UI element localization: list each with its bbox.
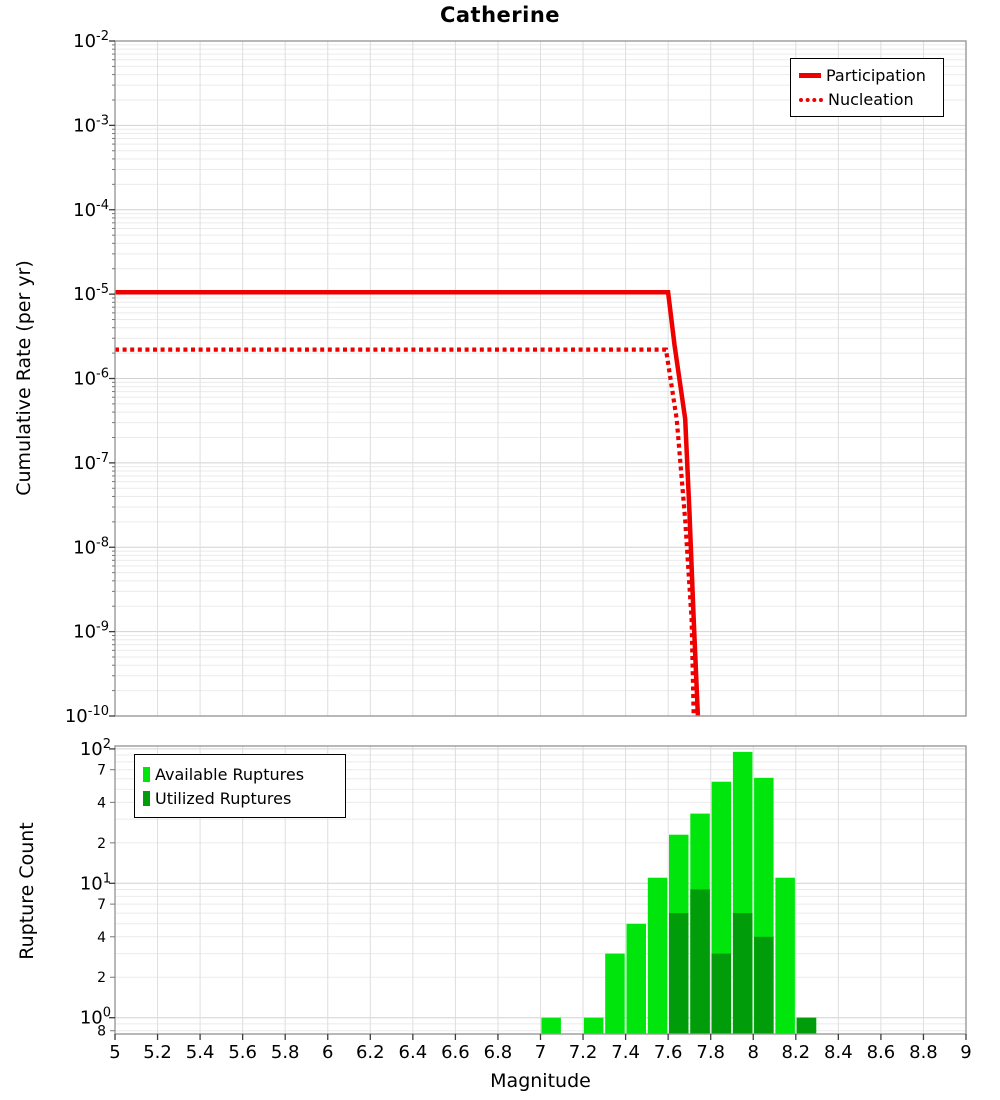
x-tick-label: 6.4: [398, 1042, 428, 1063]
available-bar: [584, 1018, 604, 1034]
y-minor-tick-label: 7: [97, 897, 106, 914]
utilized-bar: [754, 937, 774, 1034]
utilized-bar: [712, 954, 732, 1034]
utilized-bar: [690, 889, 710, 1034]
y-tick-label: $10^2$: [79, 736, 111, 760]
available-bar: [648, 878, 668, 1034]
utilized-bar: [669, 913, 689, 1034]
y-tick-label: $10^{-9}$: [73, 619, 109, 643]
nucleation-legend-label: Nucleation: [828, 90, 914, 109]
x-tick-label: 9: [960, 1042, 972, 1063]
y-tick-label: $10^{-5}$: [73, 282, 109, 306]
top-y-axis-title: Cumulative Rate (per yr): [13, 260, 35, 496]
y-tick-label: $10^{-6}$: [73, 366, 109, 390]
rate-legend: [790, 58, 944, 117]
legend-row-utilized: [143, 789, 337, 808]
y-tick-label: $10^{-8}$: [73, 535, 109, 559]
available-ruptures-swatch: [143, 767, 150, 782]
y-tick-label: $10^1$: [79, 871, 111, 895]
utilized-bar: [733, 913, 753, 1034]
rupture-legend: [134, 754, 346, 818]
x-tick-label: 8.6: [866, 1042, 896, 1063]
y-minor-tick-label: 4: [97, 795, 106, 812]
y-minor-tick-label: 4: [97, 929, 106, 946]
x-tick-label: 8: [747, 1042, 759, 1063]
x-tick-label: 6.2: [355, 1042, 385, 1063]
x-tick-label: 8.8: [909, 1042, 938, 1063]
x-tick-label: 5.8: [270, 1042, 300, 1063]
nucleation-line-swatch: [799, 98, 823, 102]
x-tick-label: 5.2: [143, 1042, 172, 1063]
utilized-ruptures-swatch: [143, 791, 150, 806]
y-tick-label: $10^0$: [79, 1005, 111, 1029]
participation-line-swatch: [799, 73, 821, 78]
available-bar: [605, 954, 625, 1034]
x-tick-label: 7.6: [653, 1042, 683, 1063]
participation-line: [115, 292, 698, 716]
legend-row-available: [143, 765, 337, 784]
y-tick-label: $10^{-10}$: [64, 704, 109, 727]
x-tick-label: 6.6: [441, 1042, 470, 1063]
y-minor-tick-label: 2: [97, 970, 106, 987]
x-tick-label: 5: [109, 1042, 121, 1063]
utilized-legend-label: Utilized Ruptures: [155, 788, 292, 808]
x-tick-label: 7.8: [696, 1042, 726, 1063]
y-tick-label: $10^{-4}$: [73, 197, 109, 221]
available-bar: [627, 924, 647, 1034]
x-tick-label: 8.2: [781, 1042, 811, 1063]
x-tick-label: 5.4: [185, 1042, 215, 1063]
nucleation-line: [115, 350, 694, 716]
available-bar: [541, 1018, 561, 1034]
y-minor-tick-label: 7: [97, 762, 106, 779]
participation-legend-label: Participation: [826, 66, 926, 85]
y-minor-tick-label: 8: [97, 1023, 106, 1040]
x-tick-label: 8.4: [824, 1042, 853, 1063]
available-legend-label: Available Ruptures: [155, 764, 305, 784]
x-tick-label: 7.4: [611, 1042, 640, 1063]
x-tick-label: 7: [534, 1042, 547, 1063]
x-tick-label: 5.6: [228, 1042, 257, 1063]
x-tick-label: 6.8: [483, 1042, 513, 1063]
x-tick-label: 6: [322, 1042, 334, 1063]
utilized-bar: [797, 1018, 817, 1034]
available-bar: [775, 878, 795, 1034]
y-tick-label: $10^{-2}$: [73, 29, 109, 52]
bottom-y-axis-title: Rupture Count: [16, 822, 38, 960]
x-axis-title: Magnitude: [490, 1070, 591, 1092]
legend-row-nucleation: [799, 90, 935, 109]
legend-row-participation: [799, 66, 935, 85]
y-tick-label: $10^{-7}$: [73, 450, 109, 474]
chart-title: Catherine: [439, 3, 561, 27]
y-minor-tick-label: 2: [97, 835, 106, 852]
y-tick-label: $10^{-3}$: [73, 113, 109, 137]
x-tick-label: 7.2: [568, 1042, 598, 1063]
